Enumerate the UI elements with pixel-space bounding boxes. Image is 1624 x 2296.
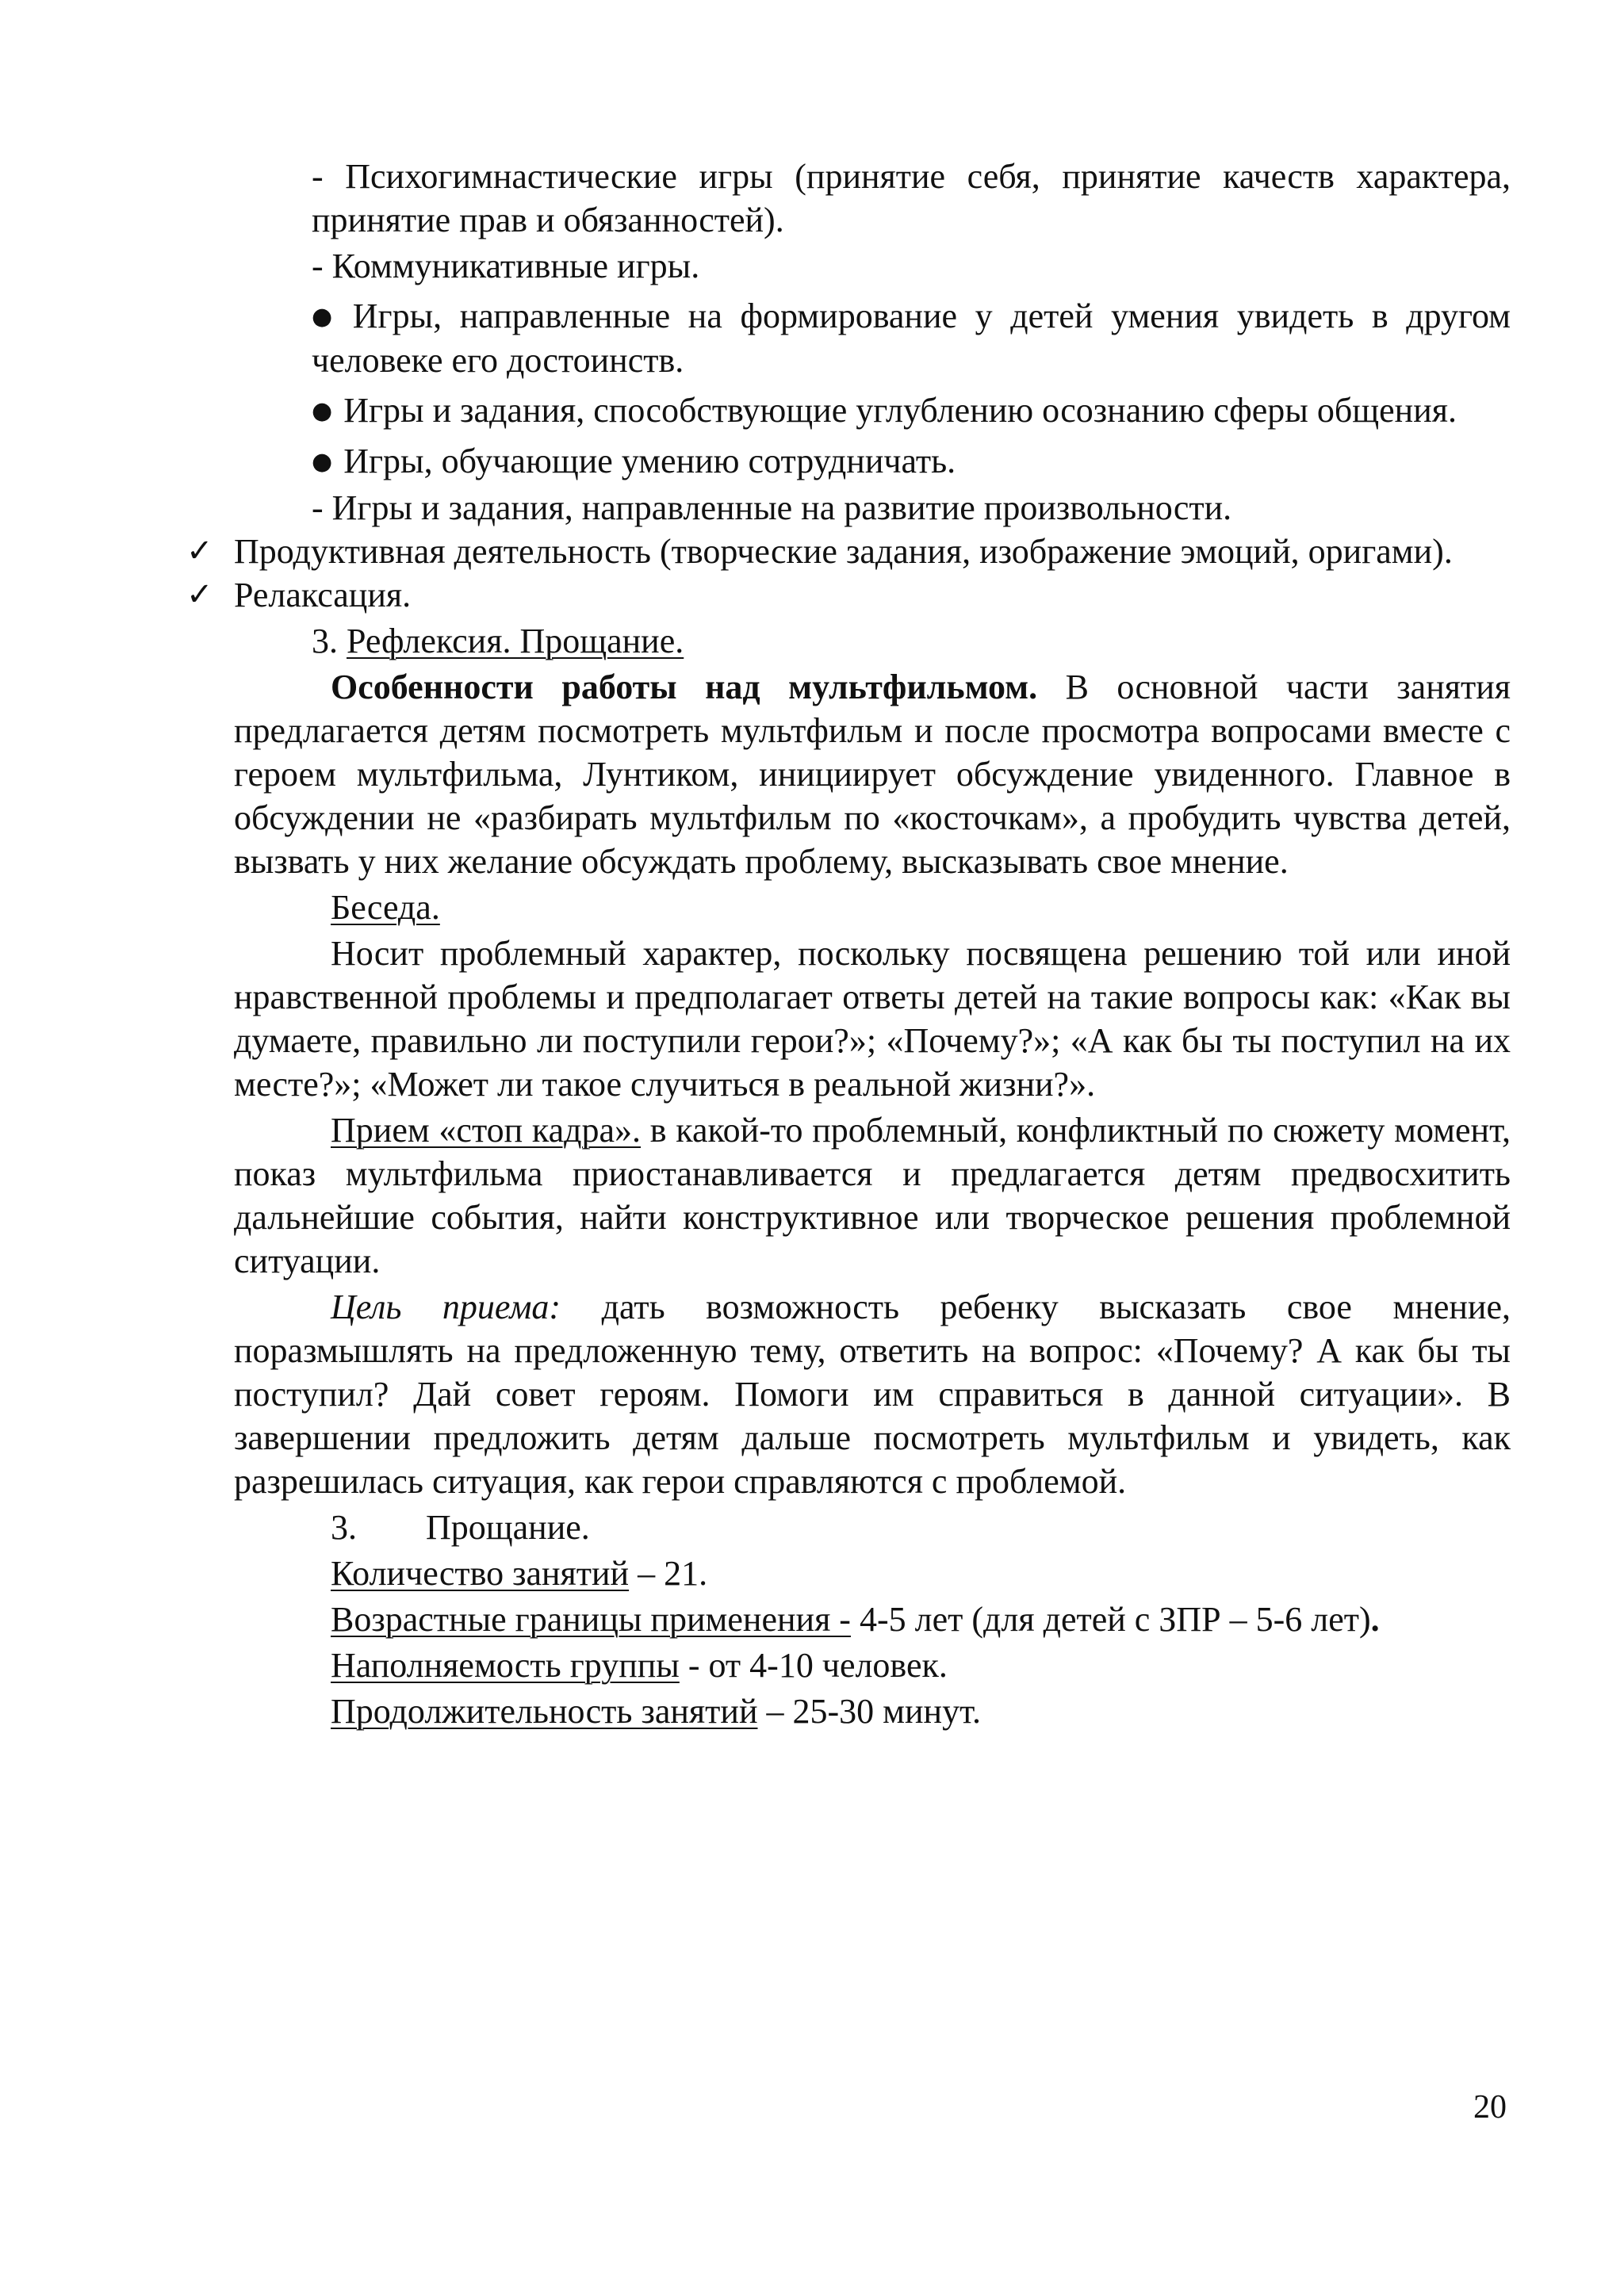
duration-label: Продолжительность занятий bbox=[331, 1692, 758, 1731]
checkmark-icon: ✓ bbox=[186, 576, 213, 613]
bullet-item-3 bbox=[234, 439, 1511, 484]
group-label: Наполняемость группы bbox=[331, 1646, 680, 1685]
stopframe-paragraph bbox=[234, 1108, 1511, 1283]
psycho-games-line: - Психогимнастические игры (принятие себя, принятие качеств характера, принятие прав и обязанностей). bbox=[312, 157, 1511, 239]
age-line bbox=[234, 1598, 1511, 1641]
duration-line bbox=[234, 1689, 1511, 1733]
duration-value: – 25-30 минут. bbox=[757, 1692, 981, 1731]
farewell-text: Прощание. bbox=[426, 1508, 590, 1547]
bullet-icon: ● bbox=[312, 448, 333, 476]
bullet-item-1-text: Игры, направленные на формирование у детей умения увидеть в другом человеке его достоинств. bbox=[312, 297, 1511, 380]
bullet-icon: ● bbox=[312, 397, 333, 425]
group-value: - от 4-10 человек. bbox=[679, 1646, 948, 1685]
bullet-item-2-text: Игры и задания, способствующие углублению осознанию сферы общения. bbox=[343, 391, 1457, 430]
conversation-heading: Беседа. bbox=[331, 888, 440, 927]
bullet-item-1 bbox=[234, 294, 1511, 382]
checkmark-icon: ✓ bbox=[186, 533, 213, 569]
arbitrary-games-line: - Игры и задания, направленные на развитие произвольности. bbox=[312, 488, 1232, 527]
bullet-item-2 bbox=[234, 388, 1511, 433]
reflection-heading: Рефлексия. Прощание. bbox=[347, 622, 684, 660]
check-item-1 bbox=[186, 530, 1511, 573]
farewell-line bbox=[234, 1506, 1511, 1549]
count-line bbox=[234, 1552, 1511, 1595]
age-dot: . bbox=[1370, 1600, 1380, 1639]
goal-text: дать возможность ребенку высказать свое мнение, поразмышлять на предложенную тему, ответить на вопрос: «Почему? А как бы ты поступил? Дай совет героям. Помоги им справиться в данной ситуации». В завершении предложить детям дальше посмотреть мультфильм и увидеть, как разрешилась ситуация, как герои справляются с проблемой. bbox=[234, 1288, 1511, 1501]
reflection-number: 3. bbox=[312, 622, 338, 660]
bullet-icon: ● bbox=[312, 303, 342, 331]
check-item-1-text: Продуктивная деятельность (творческие задания, изображение эмоций, оригами). bbox=[234, 532, 1453, 571]
cartoon-paragraph bbox=[234, 665, 1511, 883]
age-label: Возрастные границы применения - bbox=[331, 1600, 851, 1639]
document-body bbox=[186, 155, 1511, 1733]
group-line bbox=[234, 1644, 1511, 1687]
cartoon-heading: Особенности работы над мультфильмом. bbox=[331, 668, 1038, 706]
page-number: 20 bbox=[1473, 2089, 1507, 2126]
conversation-heading-line bbox=[234, 886, 1511, 929]
check-item-2 bbox=[186, 573, 1511, 617]
goal-paragraph bbox=[234, 1285, 1511, 1503]
check-item-2-text: Релаксация. bbox=[234, 576, 412, 614]
cartoon-text: В основной части занятия предлагается детям посмотреть мультфильм и после просмотра вопросами вместе с героем мультфильма, Лунтиком, инициирует обсуждение увиденного. Главное в обсуждении не «разбирать мультфильм по «косточкам», а пробудить чувства детей, вызвать у них желание обсуждать проблему, высказывать свое мнение. bbox=[234, 668, 1511, 881]
count-label: Количество занятий bbox=[331, 1554, 630, 1593]
count-value: – 21. bbox=[629, 1554, 708, 1593]
bullet-item-3-text: Игры, обучающие умению сотрудничать. bbox=[343, 442, 956, 480]
conversation-paragraph: Носит проблемный характер, поскольку посвящена решению той или иной нравственной проблемы и предполагает ответы детей на такие вопросы как: «Как вы думаете, правильно ли поступили герои?»; «Почему?»; «А как бы ты поступил на их месте?»; «Может ли такое случиться в реальной жизни?». bbox=[234, 934, 1511, 1104]
comm-games-line: - Коммуникативные игры. bbox=[312, 247, 700, 285]
goal-heading: Цель приема: bbox=[331, 1288, 561, 1326]
farewell-number: 3. bbox=[331, 1508, 357, 1547]
stopframe-text: в какой-то проблемный, конфликтный по сюжету момент, показ мультфильма приостанавливается и предлагается детям предвосхитить дальнейшие события, найти конструктивное или творческое решения проблемной ситуации. bbox=[234, 1111, 1511, 1280]
reflection-line bbox=[234, 619, 1511, 663]
age-value: 4-5 лет (для детей с ЗПР – 5-6 лет) bbox=[850, 1600, 1371, 1639]
stopframe-heading: Прием «стоп кадра». bbox=[331, 1111, 642, 1150]
